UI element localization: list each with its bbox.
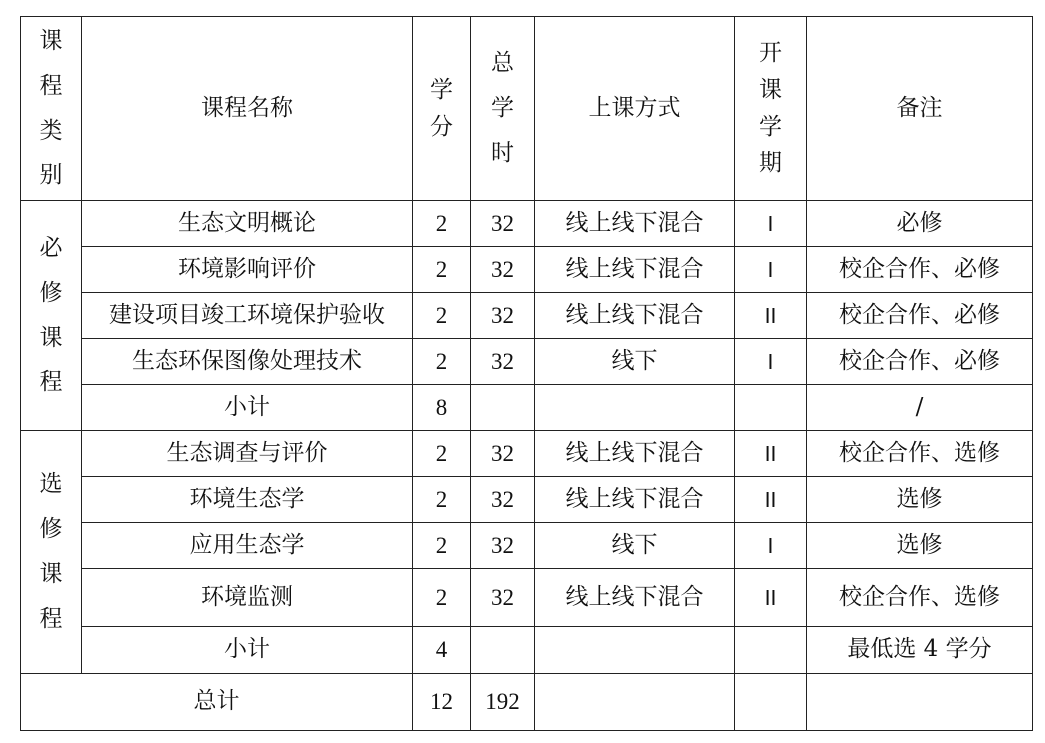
- table-row: [21, 247, 1033, 293]
- course-semester: I: [735, 339, 807, 385]
- course-note: 校企合作、必修: [807, 339, 1033, 385]
- course-name: 应用生态学: [82, 523, 413, 569]
- header-row: [21, 17, 1033, 201]
- course-note: 校企合作、必修: [807, 247, 1033, 293]
- course-hours: 32: [471, 293, 535, 339]
- course-name: 生态调查与评价: [82, 431, 413, 477]
- table-row: [21, 201, 1033, 247]
- course-mode: 线上线下混合: [535, 431, 735, 477]
- header-note: 备注: [807, 17, 1033, 201]
- header-credit: 学分: [413, 17, 471, 201]
- course-credit: 2: [413, 293, 471, 339]
- course-mode: 线上线下混合: [535, 569, 735, 627]
- category-elective: 选修课程: [21, 431, 82, 674]
- course-mode: 线上线下混合: [535, 477, 735, 523]
- table-row: [21, 293, 1033, 339]
- course-name: 环境影响评价: [82, 247, 413, 293]
- course-note: 选修: [807, 523, 1033, 569]
- header-category: 课程类别: [21, 17, 82, 201]
- subtotal-semester-empty: [735, 385, 807, 431]
- course-note: 校企合作、选修: [807, 569, 1033, 627]
- course-semester: I: [735, 247, 807, 293]
- subtotal-row: [21, 385, 1033, 431]
- course-semester: I: [735, 523, 807, 569]
- course-mode: 线下: [535, 339, 735, 385]
- header-semester: 开课学期: [735, 17, 807, 201]
- course-table: [20, 16, 1033, 731]
- course-hours: 32: [471, 201, 535, 247]
- subtotal-credit: 4: [413, 627, 471, 674]
- course-name: 环境监测: [82, 569, 413, 627]
- subtotal-mode-empty: [535, 385, 735, 431]
- total-label: 总计: [21, 674, 413, 731]
- course-mode: 线上线下混合: [535, 247, 735, 293]
- total-semester-empty: [735, 674, 807, 731]
- course-hours: 32: [471, 247, 535, 293]
- subtotal-note: /: [807, 385, 1033, 431]
- course-mode: 线上线下混合: [535, 293, 735, 339]
- course-hours: 32: [471, 523, 535, 569]
- total-note-empty: [807, 674, 1033, 731]
- course-hours: 32: [471, 569, 535, 627]
- category-required: 必修课程: [21, 201, 82, 431]
- subtotal-row: [21, 627, 1033, 674]
- subtotal-hours-empty: [471, 385, 535, 431]
- subtotal-label: 小计: [82, 385, 413, 431]
- total-row: [21, 674, 1033, 731]
- course-note: 校企合作、选修: [807, 431, 1033, 477]
- course-credit: 2: [413, 431, 471, 477]
- course-name: 建设项目竣工环境保护验收: [82, 293, 413, 339]
- table-row: [21, 477, 1033, 523]
- table-row: [21, 339, 1033, 385]
- course-mode: 线上线下混合: [535, 201, 735, 247]
- course-note: 必修: [807, 201, 1033, 247]
- course-hours: 32: [471, 477, 535, 523]
- header-teaching-mode: 上课方式: [535, 17, 735, 201]
- course-hours: 32: [471, 431, 535, 477]
- total-hours: 192: [471, 674, 535, 731]
- course-credit: 2: [413, 477, 471, 523]
- total-credit: 12: [413, 674, 471, 731]
- course-note: 校企合作、必修: [807, 293, 1033, 339]
- course-mode: 线下: [535, 523, 735, 569]
- course-name: 生态环保图像处理技术: [82, 339, 413, 385]
- course-name: 环境生态学: [82, 477, 413, 523]
- course-credit: 2: [413, 569, 471, 627]
- header-total-hours: 总学时: [471, 17, 535, 201]
- subtotal-label: 小计: [82, 627, 413, 674]
- course-credit: 2: [413, 523, 471, 569]
- subtotal-mode-empty: [535, 627, 735, 674]
- course-note: 选修: [807, 477, 1033, 523]
- course-credit: 2: [413, 201, 471, 247]
- subtotal-semester-empty: [735, 627, 807, 674]
- course-hours: 32: [471, 339, 535, 385]
- course-semester: II: [735, 293, 807, 339]
- table-row: [21, 431, 1033, 477]
- course-credit: 2: [413, 339, 471, 385]
- subtotal-note: 最低选 4 学分: [807, 627, 1033, 674]
- table-row: [21, 523, 1033, 569]
- total-mode-empty: [535, 674, 735, 731]
- course-semester: I: [735, 201, 807, 247]
- course-semester: II: [735, 477, 807, 523]
- subtotal-hours-empty: [471, 627, 535, 674]
- header-course-name: 课程名称: [82, 17, 413, 201]
- course-name: 生态文明概论: [82, 201, 413, 247]
- course-credit: 2: [413, 247, 471, 293]
- course-semester: II: [735, 569, 807, 627]
- subtotal-credit: 8: [413, 385, 471, 431]
- course-semester: II: [735, 431, 807, 477]
- table-row: [21, 569, 1033, 627]
